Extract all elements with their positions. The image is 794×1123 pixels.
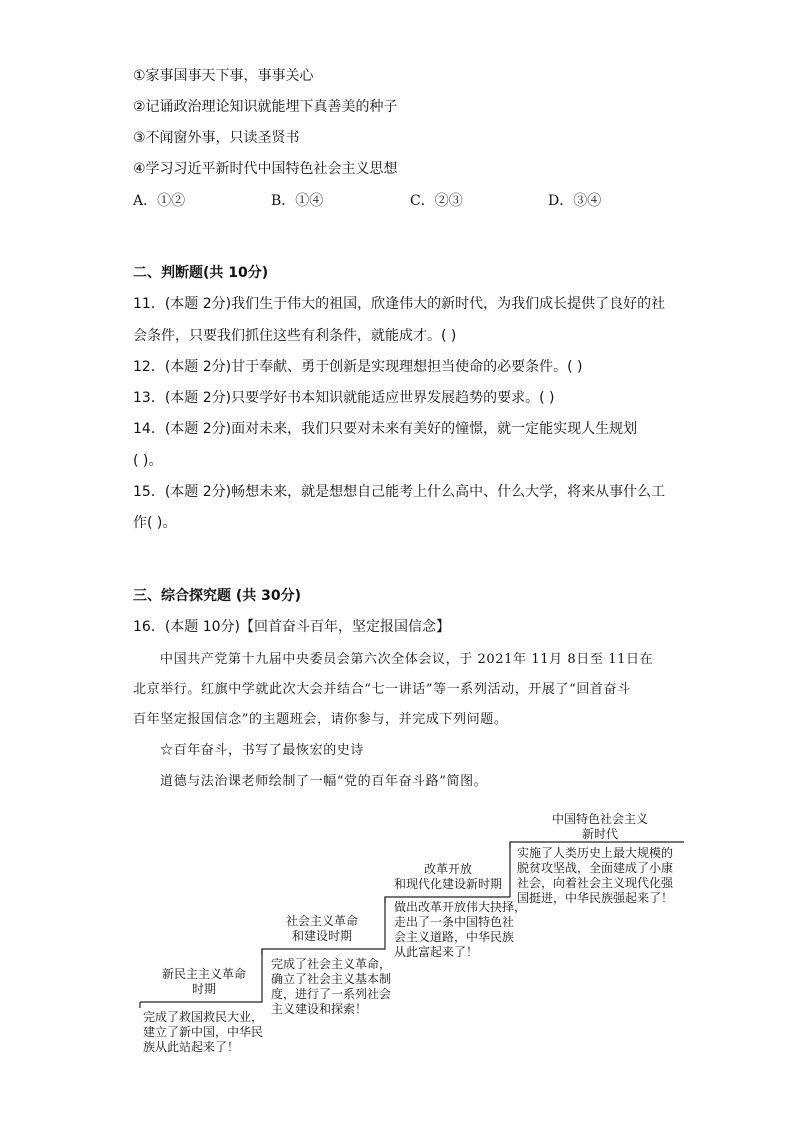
choice-option-2: ②记诵政治理论知识就能埋下真善美的种子 <box>133 99 398 115</box>
stage1-desc-line1: 完成了救国救民大业， <box>143 1010 264 1024</box>
question-11-line2: 会条件，只要我们抓住这些有利条件，就能成才。( ) <box>133 328 457 344</box>
stage4-desc-line3: 社会，向着社会主义现代化强 <box>517 876 674 890</box>
stage1-desc-line2: 建立了新中国，中华民 <box>143 1025 264 1039</box>
stage3-title <box>388 862 508 892</box>
passage-line3: 百年坚定报国信念”的主题班会，请你参与，并完成下列问题。 <box>133 712 508 727</box>
stage1-title-line2: 时期 <box>191 982 216 996</box>
stage4-desc-line4: 国挺进，中华民族强起来了！ <box>517 891 674 905</box>
stage1-title <box>154 967 254 997</box>
question-14-line2: ( )。 <box>133 453 163 469</box>
stage2-desc <box>271 957 391 1017</box>
stage4-desc-line1: 实施了人类历史上最大规模的 <box>517 846 674 860</box>
stage3-desc-line2: 走出了一条中国特色社 <box>394 915 515 929</box>
stage2-title <box>272 914 372 944</box>
question-16-title: 16．(本题 10分)【回首奋斗百年，坚定报国信念】 <box>133 619 451 635</box>
stage1-title-line1: 新民主主义革命 <box>161 967 246 981</box>
choice-option-1: ①家事国事天下事，事事关心 <box>133 68 314 84</box>
stage4-desc <box>517 846 673 906</box>
passage-line2: 北京举行。红旗中学就此次大会并结合“七一讲话”等一系列活动，开展了“回首奋斗 <box>133 682 631 697</box>
section2-heading: 二、判断题(共 10分) <box>133 265 269 281</box>
stage4-title <box>540 812 660 842</box>
stage1-desc-line3: 族从此站起来了！ <box>143 1040 240 1054</box>
stage2-title-line2: 和建设时期 <box>291 929 352 943</box>
stage3-title-line2: 和现代化建设新时期 <box>393 877 502 891</box>
answer-c: C．②③ <box>410 193 463 209</box>
question-11-line1: 11．(本题 2分)我们生于伟大的祖国，欣逢伟大的新时代，为我们成长提供了良好的社 <box>133 296 666 312</box>
stage3-desc-line4: 从此富起来了！ <box>394 945 479 959</box>
question-15-line1: 15．(本题 2分)畅想未来，就是想想自己能考上什么高中、什么大学，将来从事什么工 <box>133 484 666 500</box>
sub-title: ☆百年奋斗，书写了最恢宏的史诗 <box>160 743 365 758</box>
question-15-line2: 作( )。 <box>133 515 177 531</box>
stage1-desc <box>143 1010 263 1055</box>
question-13: 13．(本题 2分)只要学好书本知识就能适应世界发展趋势的要求。( ) <box>133 390 555 406</box>
stage2-desc-line4: 主义建设和探索！ <box>271 1002 368 1016</box>
stage2-title-line1: 社会主义革命 <box>285 914 358 928</box>
choice-option-4: ④学习习近平新时代中国特色社会主义思想 <box>133 161 398 177</box>
section3-heading: 三、综合探究题 (共 30分) <box>133 588 302 604</box>
stage3-desc-line3: 会主义道路，中华民族 <box>394 930 515 944</box>
answer-d: D．③④ <box>548 193 602 209</box>
stage2-desc-line3: 度，进行了一系列社会 <box>271 987 392 1001</box>
stage3-desc <box>394 900 526 960</box>
stage2-desc-line2: 确立了社会主义基本制 <box>271 972 392 986</box>
stage4-title-line1: 中国特色社会主义 <box>551 812 648 826</box>
stage4-desc-line2: 脱贫攻坚战，全面建成了小康 <box>517 861 674 875</box>
question-14-line1: 14．(本题 2分)面对未来，我们只要对未来有美好的憧憬，就一定能实现人生规划 <box>133 421 638 437</box>
choice-option-3: ③不闻窗外事，只读圣贤书 <box>133 130 300 146</box>
answer-a: A．①② <box>133 193 186 209</box>
stage4-title-line2: 新时代 <box>581 827 618 841</box>
stage3-desc-line1: 做出改革开放伟大抉择， <box>394 900 527 914</box>
passage-line1: 中国共产党第十九届中央委员会第六次全体会议，于 2021年 11月 8日至 11日在 <box>160 652 654 667</box>
question-12: 12．(本题 2分)甘于奉献、勇于创新是实现理想担当使命的必要条件。( ) <box>133 359 583 375</box>
answer-b: B．①④ <box>271 193 324 209</box>
diagram-intro: 道德与法治课老师绘制了一幅“党的百年奋斗路”简图。 <box>160 774 488 789</box>
stage3-title-line1: 改革开放 <box>423 862 472 876</box>
stage2-desc-line1: 完成了社会主义革命， <box>271 957 392 971</box>
